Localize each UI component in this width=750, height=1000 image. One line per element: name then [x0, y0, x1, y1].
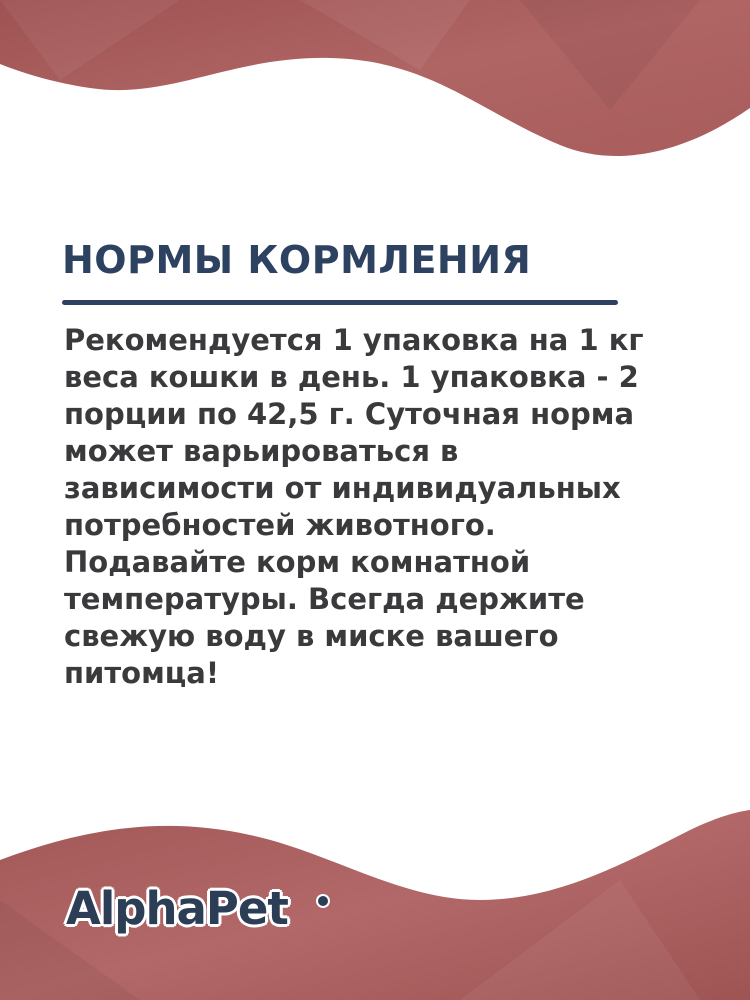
feeding-norms-heading: НОРМЫ КОРМЛЕНИЯ	[62, 238, 532, 282]
alphapet-logo: AlphaPet	[66, 882, 288, 935]
logo-dot-icon	[318, 896, 328, 906]
feeding-description: Рекомендуется 1 упаковка на 1 кг веса кошки в день. 1 упаковка - 2 порции по 42,5 г. Суточная норма может варьироваться в зависимости от индивидуальных потребностей животного. Подавайте корм комнатной температуры. Всегда держите свежую воду в миске вашего питомца!	[64, 323, 644, 690]
heading-divider	[62, 300, 618, 305]
